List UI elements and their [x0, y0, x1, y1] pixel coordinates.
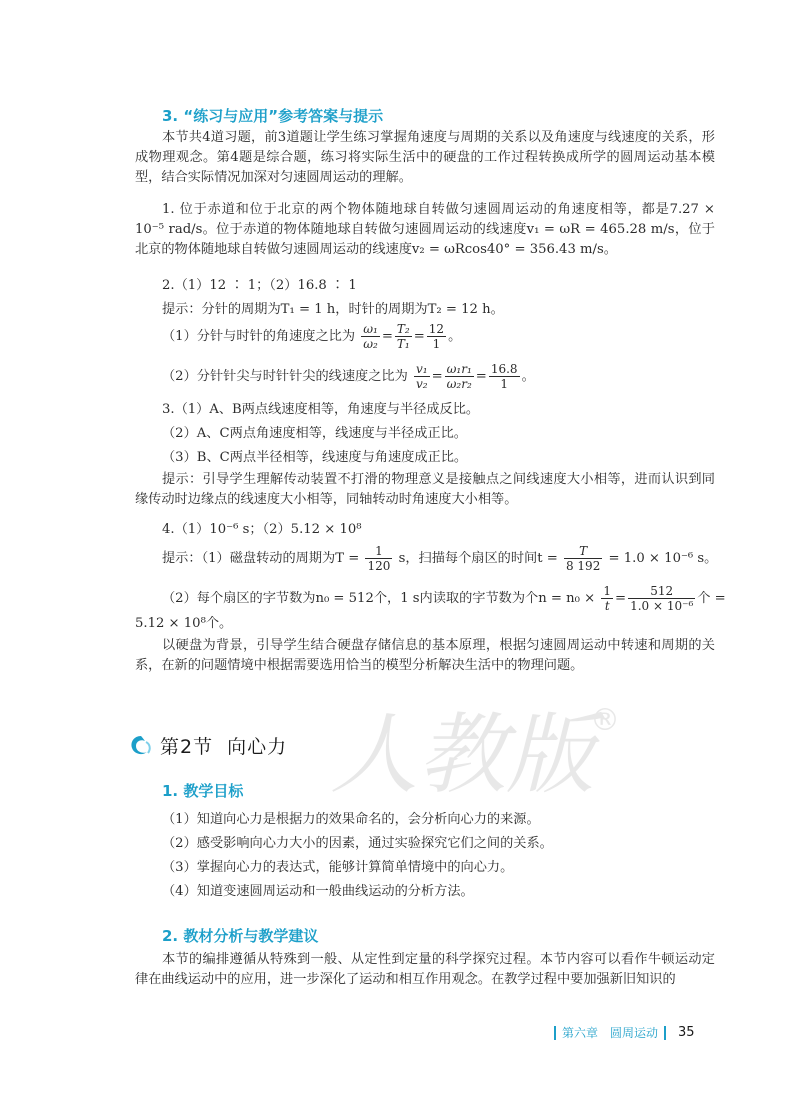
answer-2-part1: （1）分针与时针的角速度之比为 $\frac{\text{ω₁}}{\text{ω₂}}$ = $\frac{\text{T₂}}{\text{T₁}}$ = $\frac{12}{1}$ 。	[162, 322, 462, 351]
analysis-paragraph: 本节的编排遵循从特殊到一般、从定性到定量的科学探究过程。本节内容可以看作牛顿运动定律在曲线运动中的应用，进一步深化了运动和相互作用观念。在教学过程中要加强新旧知识的	[135, 952, 715, 987]
fraction-one-over-t: $\frac{1}{t}$	[603, 584, 612, 613]
answer-3-hint: 提示：引导学生理解传动装置不打滑的物理意义是接触点之间线速度大小相等，进而认识到同缘传动时边缘点的线速度大小相等，同轴转动时角速度大小相等。	[135, 472, 715, 507]
answer-4-part2-result: 5.12 × 10⁸个。	[135, 616, 233, 631]
answer-4: 4.（1）10⁻⁶ s；（2）5.12 × 10⁸	[162, 522, 362, 537]
page-number: 35	[678, 1025, 695, 1040]
fraction-ratio-16-8: $\frac{16.8}{1}$	[490, 362, 518, 391]
swirl-icon	[128, 733, 154, 759]
fraction-velocity: $\frac{\text{v₁}}{\text{v₂}}$	[415, 362, 428, 391]
page-footer	[548, 1024, 695, 1041]
fraction-ratio-12: $\frac{12}{1}$	[428, 322, 445, 351]
goal-item: （2）感受影响向心力大小的因素，通过实验探究它们之间的关系。	[162, 836, 553, 851]
closing-paragraph: 以硬盘为背景，引导学生结合硬盘存储信息的基本原理，根据匀速圆周运动中转速和周期的关系，在新的问题情境中根据需要选用恰当的模型分析解决生活中的物理问题。	[135, 638, 715, 673]
section-heading-answers: 3. “练习与应用”参考答案与提示	[162, 107, 384, 125]
answers-intro: 本节共4道习题，前3道题让学生练习掌握角速度与周期的关系以及角速度与线速度的关系，形成物理观念。第4题是综合题，练习将实际生活中的硬盘的工作过程转换成所学的圆周运动基本模型，结合实际情况加深对匀速圆周运动的理解。	[135, 130, 715, 185]
answer-3-part2: （2）A、C两点角速度相等，线速度与半径成正比。	[162, 426, 467, 441]
goal-item: （1）知道向心力是根据力的效果命名的，会分析向心力的来源。	[162, 812, 540, 827]
goal-item: （3）掌握向心力的表达式，能够计算简单情境中的向心力。	[162, 860, 514, 875]
goals-heading: 1. 教学目标	[162, 782, 244, 800]
fraction-period-disk: $\frac{1}{120}$	[367, 544, 391, 573]
section-name: 向心力	[227, 736, 288, 758]
watermark-logo	[320, 690, 630, 810]
answer-2-part2: （2）分针针尖与时针针尖的线速度之比为 $\frac{\text{v₁}}{\text{v₂}}$ = $\frac{\text{ω₁r₁}}{\text{ω₂r₂}}$ = $\frac{16.8}{1}$ 。	[162, 362, 535, 391]
answer-2-hint: 提示：分针的周期为T₁ = 1 h，时针的周期为T₂ = 12 h。	[162, 302, 504, 317]
watermark-text: 人教版	[330, 703, 595, 806]
answer-3-part1: 3.（1）A、B两点线速度相等，角速度与半径成反比。	[162, 402, 480, 417]
fraction-omega-r: $\frac{\text{ω₁r₁}}{\text{ω₂r₂}}$	[446, 362, 472, 391]
section-title	[128, 732, 287, 759]
answer-4-part1: 提示：（1）磁盘转动的周期为T = $\frac{1}{120}$ s，扫描每个扇区的时间t = $\frac{T}{8 192}$ = 1.0 × 10⁻⁶ s。	[162, 544, 718, 573]
fraction-period: $\frac{\text{T₂}}{\text{T₁}}$	[396, 322, 410, 351]
answer-2: 2.（1）12 ∶ 1；（2）16.8 ∶ 1	[162, 278, 357, 293]
footer-chapter: 第六章 圆周运动	[562, 1026, 659, 1040]
goal-item: （4）知道变速圆周运动和一般曲线运动的分析方法。	[162, 884, 474, 899]
analysis-heading: 2. 教材分析与教学建议	[162, 927, 319, 945]
watermark-mark: ®	[590, 703, 620, 738]
answer-4-part2: （2）每个扇区的字节数为n₀ = 512个，1 s内读取的字节数为个n = n₀ × $\frac{1}{t}$ = $\frac{512}{\text{1.0 × 10⁻⁶}}$ 个 =	[162, 584, 726, 613]
answer-1: 1. 位于赤道和位于北京的两个物体随地球自转做匀速圆周运动的角速度相等，都是7.27 × 10⁻⁵ rad/s。位于赤道的物体随地球自转做匀速圆周运动的线速度v₁ = ωR = 465.28 m/s，位于北京的物体随地球自转做匀速圆周运动的线速度v₂ = ωRcos40° = 356.43 m/s。	[135, 202, 715, 257]
answer-2-part1-text: （1）分针与时针的角速度之比为	[162, 329, 356, 344]
fraction-bytes: $\frac{512}{\text{1.0 × 10⁻⁶}}$	[630, 584, 694, 613]
answer-3-part3: （3）B、C两点半径相等，线速度与角速度成正比。	[162, 450, 468, 465]
fraction-omega: $\frac{\text{ω₁}}{\text{ω₂}}$	[363, 322, 378, 351]
fraction-sector-time: $\frac{T}{8 192}$	[565, 544, 601, 573]
section-number: 第2节	[160, 736, 214, 758]
answer-2-part2-text: （2）分针针尖与时针针尖的线速度之比为	[162, 369, 408, 384]
